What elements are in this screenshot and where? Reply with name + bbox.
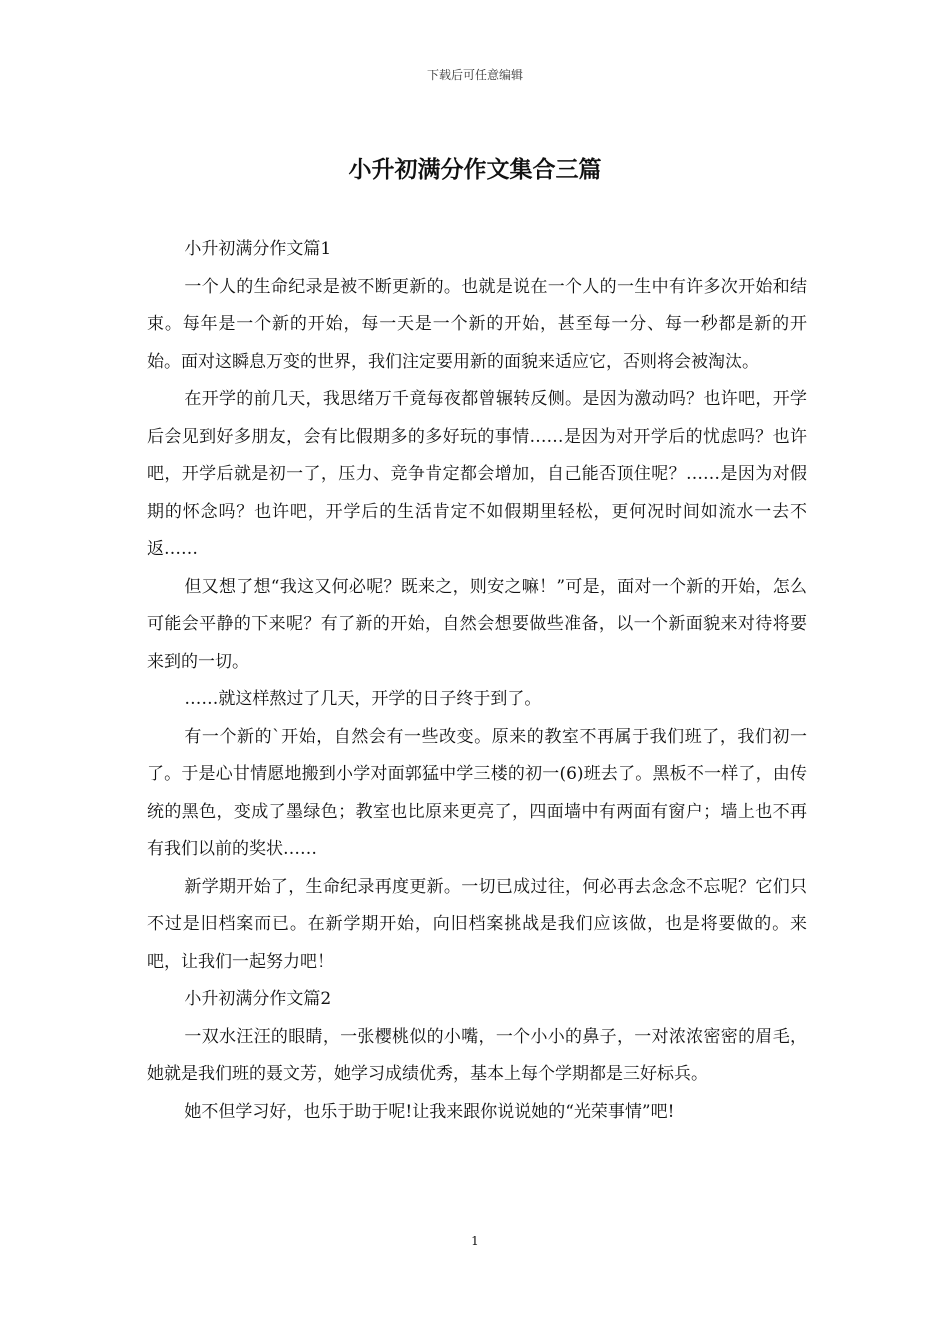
document-body: [147, 231, 807, 1131]
body-paragraph: 但又想了想“我这又何必呢？既来之，则安之嘛！”可是，面对一个新的开始，怎么可能会平静的下来呢？有了新的开始，自然会想要做些准备，以一个新面貌来对待将要来到的一切。: [147, 576, 807, 672]
page-number: 1: [471, 1234, 479, 1248]
section-heading-1: 小升初满分作文篇1: [184, 239, 332, 259]
body-paragraph: 新学期开始了，生命纪录再度更新。一切已成过往，何必再去念念不忘呢？它们只不过是旧档案而已。在新学期开始，向旧档案挑战是我们应该做，也是将要做的。来吧，让我们一起努力吧！: [147, 876, 807, 972]
body-paragraph: 一双水汪汪的眼睛，一张樱桃似的小嘴，一个小小的鼻子，一对浓浓密密的眉毛，她就是我们班的聂文芳，她学习成绩优秀，基本上每个学期都是三好标兵。: [147, 1026, 807, 1084]
body-paragraph: 她不但学习好，也乐于助于呢!让我来跟你说说她的“光荣事情”吧!: [184, 1101, 675, 1122]
document-title: 小升初满分作文集合三篇: [348, 156, 602, 183]
section-heading-2: 小升初满分作文篇2: [184, 989, 332, 1009]
body-paragraph: 有一个新的`开始，自然会有一些改变。原来的教室不再属于我们班了，我们初一了。于是心甘情愿地搬到小学对面郭猛中学三楼的初一(6)班去了。黑板不一样了，由传统的黑色，变成了墨绿色；教室也比原来更亮了，四面墙中有两面有窗户；墙上也不再有我们以前的奖状……: [147, 726, 807, 859]
body-paragraph: ……就这样熬过了几天，开学的日子终于到了。: [184, 689, 542, 709]
body-paragraph: 在开学的前几天，我思绪万千竟每夜都曾辗转反侧。是因为激动吗？也许吧，开学后会见到好多朋友，会有比假期多的多好玩的事情……是因为对开学后的忧虑吗？也许吧，开学后就是初一了，压力、竞争肯定都会增加，自己能否顶住呢？……是因为对假期的怀念吗？也许吧，开学后的生活肯定不如假期里轻松，更何况时间如流水一去不返……: [147, 389, 807, 559]
page-header-note: 下载后可任意编辑: [426, 68, 523, 82]
body-paragraph: 一个人的生命纪录是被不断更新的。也就是说在一个人的一生中有许多次开始和结束。每年是一个新的开始，每一天是一个新的开始，甚至每一分、每一秒都是新的开始。面对这瞬息万变的世界，我们注定要用新的面貌来适应它，否则将会被淘汰。: [147, 276, 807, 372]
